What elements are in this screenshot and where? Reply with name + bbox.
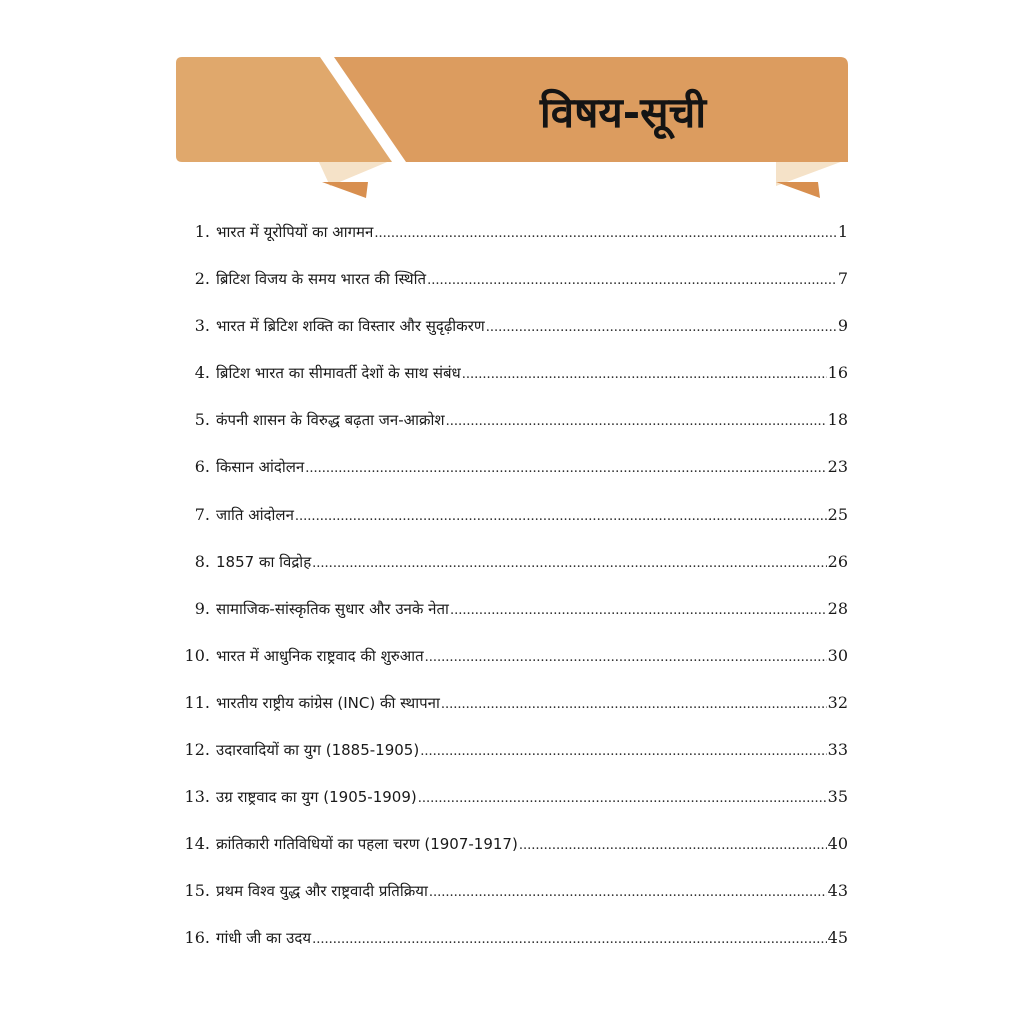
toc-entry-title: किसान आंदोलन bbox=[216, 458, 305, 477]
toc-dot-leader bbox=[450, 587, 827, 634]
toc-entry-number: 15. bbox=[184, 881, 210, 901]
toc-dot-leader bbox=[374, 210, 836, 257]
toc-entry-title: प्रथम विश्व युद्ध और राष्ट्रवादी प्रतिक्रिया bbox=[216, 882, 428, 901]
toc-entry-number: 9. bbox=[194, 598, 210, 618]
toc-entry[interactable] bbox=[176, 443, 848, 490]
title-banner bbox=[0, 0, 1024, 210]
toc-entry-number: 5. bbox=[194, 410, 210, 430]
toc-entry-number: 6. bbox=[194, 457, 210, 477]
toc-entry-number: 11. bbox=[184, 692, 210, 712]
toc-entry-title: भारत में आधुनिक राष्ट्रवाद की शुरुआत bbox=[216, 646, 424, 665]
page-title: विषय-सूची bbox=[539, 88, 707, 137]
toc-dot-leader bbox=[420, 728, 826, 775]
toc-entry-page: 25 bbox=[827, 504, 848, 524]
toc-entry[interactable] bbox=[176, 914, 848, 961]
toc-entry-page: 16 bbox=[827, 363, 848, 383]
toc-entry[interactable] bbox=[176, 538, 848, 585]
toc-entry-title: भारतीय राष्ट्रीय कांग्रेस (INC) की स्थापना bbox=[216, 693, 440, 712]
toc-entry-number: 10. bbox=[184, 645, 210, 665]
toc-entry-title: ब्रिटिश विजय के समय भारत की स्थिति bbox=[216, 270, 427, 289]
toc-entry[interactable] bbox=[176, 585, 848, 632]
toc-entry-title: सामाजिक-सांस्कृतिक सुधार और उनके नेता bbox=[216, 599, 449, 618]
toc-entry[interactable] bbox=[176, 773, 848, 820]
toc-entry-page: 32 bbox=[827, 692, 848, 712]
toc-entry[interactable] bbox=[176, 208, 848, 255]
toc-entry[interactable] bbox=[176, 679, 848, 726]
toc-entry-page: 45 bbox=[827, 928, 848, 948]
toc-entry[interactable] bbox=[176, 255, 848, 302]
toc-entry-page: 40 bbox=[827, 834, 848, 854]
toc-dot-leader bbox=[312, 916, 827, 963]
toc-entry[interactable] bbox=[176, 349, 848, 396]
toc-entry-title: गांधी जी का उदय bbox=[216, 929, 312, 948]
table-of-contents bbox=[176, 208, 848, 962]
toc-dot-leader bbox=[486, 304, 837, 351]
toc-entry-number: 1. bbox=[194, 222, 210, 241]
toc-entry-page: 35 bbox=[827, 787, 848, 807]
toc-entry-number: 8. bbox=[194, 551, 210, 571]
ribbon-right-tail bbox=[776, 182, 820, 198]
toc-dot-leader bbox=[519, 822, 827, 869]
toc-entry[interactable] bbox=[176, 820, 848, 867]
toc-entry-number: 13. bbox=[184, 787, 210, 807]
toc-entry-title: कंपनी शासन के विरुद्ध बढ़ता जन-आक्रोश bbox=[216, 411, 445, 430]
toc-entry[interactable] bbox=[176, 726, 848, 773]
toc-dot-leader bbox=[295, 493, 827, 540]
toc-entry-number: 12. bbox=[184, 740, 210, 760]
toc-entry-title: ब्रिटिश भारत का सीमावर्ती देशों के साथ संबंध bbox=[216, 364, 461, 383]
toc-entry-page: 28 bbox=[827, 598, 848, 618]
toc-dot-leader bbox=[425, 634, 827, 681]
toc-dot-leader bbox=[429, 869, 827, 916]
toc-entry[interactable] bbox=[176, 396, 848, 443]
toc-entry[interactable] bbox=[176, 867, 848, 914]
toc-entry[interactable] bbox=[176, 491, 848, 538]
toc-entry-title: उदारवादियों का युग (1885-1905) bbox=[216, 741, 420, 760]
toc-entry-title: 1857 का विद्रोह bbox=[216, 552, 312, 571]
toc-dot-leader bbox=[305, 445, 826, 492]
toc-dot-leader bbox=[462, 351, 827, 398]
toc-entry-title: भारत में यूरोपियों का आगमन bbox=[216, 223, 374, 241]
toc-entry-page: 26 bbox=[827, 551, 848, 571]
toc-entry-title: भारत में ब्रिटिश शक्ति का विस्तार और सुदृढ़ीकरण bbox=[216, 317, 485, 336]
toc-entry-page: 18 bbox=[827, 410, 848, 430]
toc-entry-number: 3. bbox=[194, 316, 210, 336]
toc-entry-page: 7 bbox=[837, 269, 848, 289]
toc-entry-title: जाति आंदोलन bbox=[216, 505, 294, 524]
toc-entry[interactable] bbox=[176, 302, 848, 349]
toc-entry-page: 43 bbox=[827, 881, 848, 901]
toc-entry-page: 30 bbox=[827, 645, 848, 665]
toc-dot-leader bbox=[312, 540, 826, 587]
toc-dot-leader bbox=[418, 775, 827, 822]
toc-entry-page: 1 bbox=[837, 222, 848, 241]
toc-entry[interactable] bbox=[176, 632, 848, 679]
toc-dot-leader bbox=[446, 398, 827, 445]
ribbon-left-tail bbox=[322, 182, 368, 198]
toc-entry-page: 9 bbox=[837, 316, 848, 336]
toc-entry-number: 4. bbox=[194, 363, 210, 383]
toc-entry-number: 2. bbox=[194, 269, 210, 289]
toc-entry-number: 14. bbox=[184, 834, 210, 854]
toc-dot-leader bbox=[427, 257, 837, 304]
toc-entry-number: 16. bbox=[184, 928, 210, 948]
toc-entry-title: क्रांतिकारी गतिविधियों का पहला चरण (1907-1917) bbox=[216, 835, 518, 854]
toc-entry-number: 7. bbox=[194, 504, 210, 524]
toc-entry-title: उग्र राष्ट्रवाद का युग (1905-1909) bbox=[216, 788, 417, 807]
toc-entry-page: 23 bbox=[827, 457, 848, 477]
toc-entry-page: 33 bbox=[827, 740, 848, 760]
toc-dot-leader bbox=[441, 681, 827, 728]
